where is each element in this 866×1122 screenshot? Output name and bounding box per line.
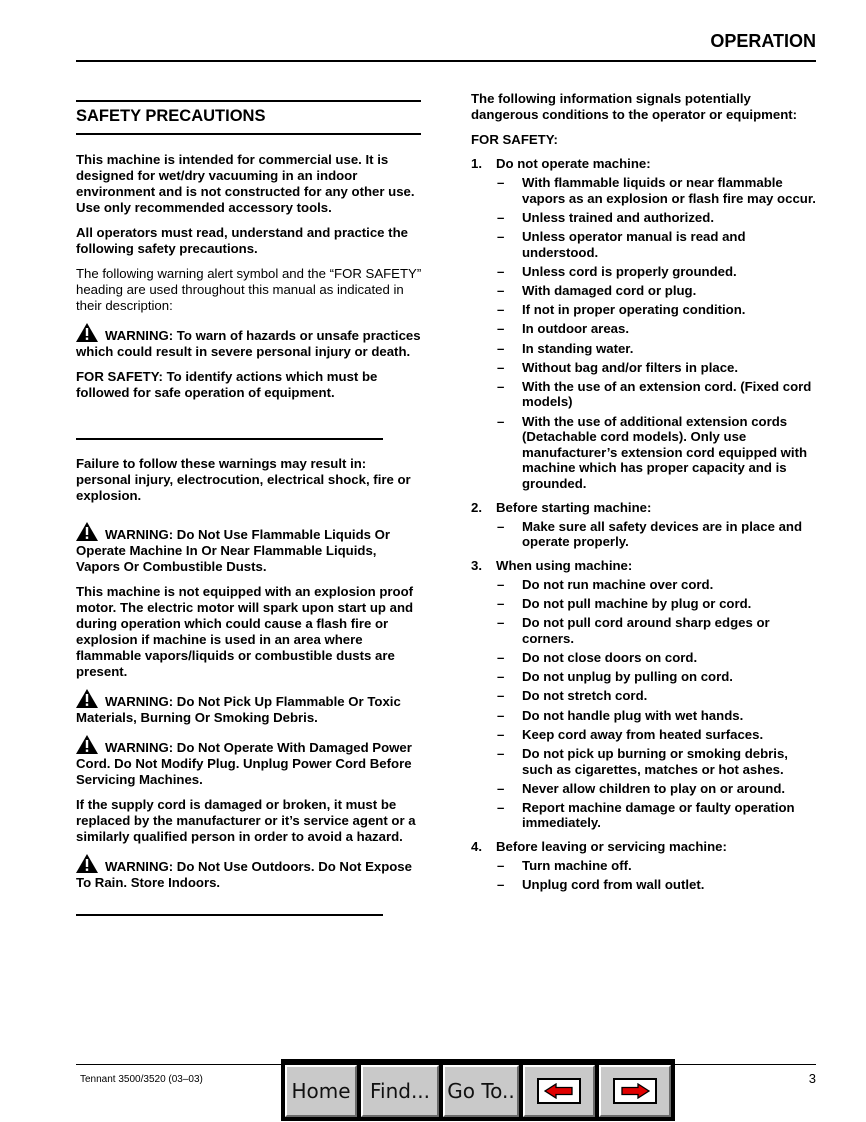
next-page-button[interactable] [599,1065,671,1117]
warning-toxic-text: WARNING: Do Not Pick Up Flammable Or Toxic Materials, Burning Or Smoking Debris. [76,694,401,725]
safety-subitems [471,577,816,831]
safety-subitem-text: With the use of additional extension cords (Detachable cord models). Only use manufacturer’s extension cord equipped with machine which has proper capacity and is grounded. [522,413,808,492]
safety-subitem-text: Keep cord away from heated surfaces. [522,726,764,742]
safety-subitem [471,708,816,724]
safety-subitem-text: Report machine damage or faulty operation immediately. [522,799,795,831]
safety-subitem-text: Do not pick up burning or smoking debris, such as cigarettes, matches or hot ashes. [522,745,788,777]
safety-subitem [471,877,816,893]
safety-subitem [471,229,816,260]
intro-paragraph-2: All operators must read, understand and practice the following safety precautions. [76,225,408,256]
section-bottom-rule [76,133,421,135]
warning-triangle-icon [76,854,98,873]
warning-definition [76,323,422,360]
safety-item-label: Before leaving or servicing machine: [496,839,727,855]
safety-subitem-text: In outdoor areas. [522,321,629,337]
safety-item [471,839,816,893]
safety-subitem-text: In standing water. [522,340,634,356]
page-header-title: OPERATION [710,31,816,51]
section-top-rule [76,100,421,102]
safety-subitem-text: Unplug cord from wall outlet. [522,877,705,893]
safety-subitem [471,596,816,612]
divider-2 [76,914,383,916]
header-rule [76,60,816,62]
dash-bullet: – [497,209,505,225]
warning-outdoors-text: WARNING: Do Not Use Outdoors. Do Not Expose To Rain. Store Indoors. [76,859,412,890]
safety-subitem-text: Do not pull machine by plug or cord. [522,596,752,611]
safety-item [471,500,816,550]
safety-subitem [471,688,816,704]
for-safety-heading: FOR SAFETY: [471,132,558,147]
right-column [471,91,816,901]
safety-subitem-text: Do not run machine over cord. [522,576,714,592]
right-arrow-icon [613,1078,657,1104]
safety-subitem [471,321,816,337]
dash-bullet: – [497,340,505,356]
left-column-bottom [76,456,422,900]
footer-doc-id: Tennant 3500/3520 (03–03) [80,1074,203,1085]
dash-bullet: – [497,228,505,244]
safety-subitem [471,577,816,593]
safety-subitem [471,360,816,376]
dash-bullet: – [497,596,505,611]
safety-subitem-text: Unless cord is properly grounded. [522,263,737,279]
warning-outdoors [76,854,422,891]
safety-subitem-text: If not in proper operating condition. [522,302,746,318]
safety-subitems [471,858,816,893]
dash-bullet: – [497,359,505,375]
safety-subitem [471,379,816,410]
safety-subitem-text: Do not close doors on cord. [522,649,698,665]
left-arrow-icon [537,1078,581,1104]
dash-bullet: – [497,858,505,874]
safety-subitem [471,519,816,550]
dash-bullet: – [497,175,505,190]
cord-paragraph: If the supply cord is damaged or broken, it must be replaced by the manufacturer or it’s service agent or a similarly qualified person in order to avoid a hazard. [76,797,416,844]
left-column-top [76,152,422,410]
safety-subitem [471,615,816,646]
safety-subitem-text: Do not pull cord around sharp edges or corners. [522,615,770,646]
dash-bullet: – [497,615,505,631]
safety-subitem-text: With damaged cord or plug. [522,282,697,298]
failure-paragraph: Failure to follow these warnings may result in: personal injury, electrocution, electrical shock, fire or explosion. [76,456,411,503]
safety-subitem [471,264,816,280]
safety-subitem [471,727,816,743]
warning-triangle-icon [76,689,98,708]
right-intro: The following information signals potentially dangerous conditions to the operator or equipment: [471,91,798,122]
safety-subitem-text: With flammable liquids or near flammable vapors as an explosion or flash fire may occur. [522,175,816,206]
safety-subitem [471,650,816,666]
intro-paragraph-1: This machine is intended for commercial use. It is designed for wet/dry vacuuming in an indoor environment and is not constructed for any other use. Use only recommended accessory tools. [76,152,415,215]
safety-subitems [471,519,816,550]
home-button[interactable]: Home [285,1065,357,1117]
safety-subitem [471,858,816,874]
dash-bullet: – [497,707,505,723]
dash-bullet: – [497,669,505,685]
dash-bullet: – [497,413,505,429]
safety-item-label: Do not operate machine: [496,156,651,171]
dash-bullet: – [497,799,505,815]
dash-bullet: – [497,745,505,761]
explosion-paragraph: This machine is not equipped with an explosion proof motor. The electric motor will spark upon start up and during operation which could cause a flash fire or explosion if machine is used in an area where flammable vapors/liquids or combustible dusts are present. [76,584,414,679]
dash-bullet: – [497,726,505,742]
safety-list [471,156,816,893]
safety-subitem [471,746,816,777]
goto-button[interactable]: Go To.. [443,1065,519,1117]
warning-power-cord-text: WARNING: Do Not Operate With Damaged Power Cord. Do Not Modify Plug. Unplug Power Cord Before Servicing Machines. [76,740,412,787]
safety-subitem [471,669,816,685]
page-number: 3 [808,1071,816,1086]
warning-power-cord [76,735,422,788]
dash-bullet: – [497,378,505,394]
safety-subitem-text: Do not stretch cord. [522,688,648,704]
warning-triangle-icon [76,735,98,754]
safety-item-label: When using machine: [496,557,633,573]
safety-subitem-text: Without bag and/or filters in place. [522,359,739,375]
previous-page-button[interactable] [523,1065,595,1117]
safety-subitem-text: Turn machine off. [522,858,632,874]
safety-item [471,156,816,492]
dash-bullet: – [497,688,505,704]
safety-item [471,558,816,831]
safety-subitem-text: With the use of an extension cord. (Fixed cord models) [522,378,812,410]
safety-subitem [471,175,816,206]
safety-subitem [471,283,816,299]
safety-subitem-text: Make sure all safety devices are in place and operate properly. [522,518,803,550]
safety-subitem [471,302,816,318]
intro-paragraph-3: The following warning alert symbol and the “FOR SAFETY” heading are used throughout this manual as indicated in their description: [76,266,422,313]
safety-subitem-text: Do not unplug by pulling on cord. [522,669,733,685]
nav-bar [281,1059,675,1121]
dash-bullet: – [497,321,505,337]
safety-subitem-text: Do not handle plug with wet hands. [522,707,744,723]
safety-subitem-text: Unless operator manual is read and understood. [522,228,746,260]
dash-bullet: – [497,282,505,298]
dash-bullet: – [497,649,505,665]
section-title: SAFETY PRECAUTIONS [76,107,266,125]
safety-item-number: 1. [471,156,482,171]
safety-item-number: 2. [471,499,482,515]
for-safety-definition: FOR SAFETY: To identify actions which must be followed for safe operation of equipment. [76,369,378,400]
safety-subitem-text: Never allow children to play on or around. [522,780,786,796]
safety-subitem [471,341,816,357]
safety-subitem [471,800,816,831]
safety-subitem-text: Unless trained and authorized. [522,209,714,225]
warning-flammable-text: WARNING: Do Not Use Flammable Liquids Or Operate Machine In Or Near Flammable Liquids, Vapors Or Combustible Dusts. [76,527,391,574]
safety-item-number: 4. [471,839,482,855]
warning-triangle-icon [76,323,98,342]
find-button[interactable]: Find... [361,1065,439,1117]
safety-item-number: 3. [471,557,482,573]
warning-triangle-icon [76,522,98,541]
safety-subitem [471,414,816,492]
dash-bullet: – [497,780,505,796]
dash-bullet: – [497,877,505,893]
divider-1 [76,438,383,440]
dash-bullet: – [497,576,505,592]
safety-subitems [471,175,816,492]
dash-bullet: – [497,518,505,534]
dash-bullet: – [497,302,505,318]
warning-definition-text: WARNING: To warn of hazards or unsafe practices which could result in severe personal injury or death. [76,328,421,359]
dash-bullet: – [497,263,505,279]
safety-subitem [471,781,816,797]
safety-item-label: Before starting machine: [496,499,652,515]
warning-flammable [76,522,422,575]
safety-subitem [471,210,816,226]
warning-toxic [76,689,422,726]
